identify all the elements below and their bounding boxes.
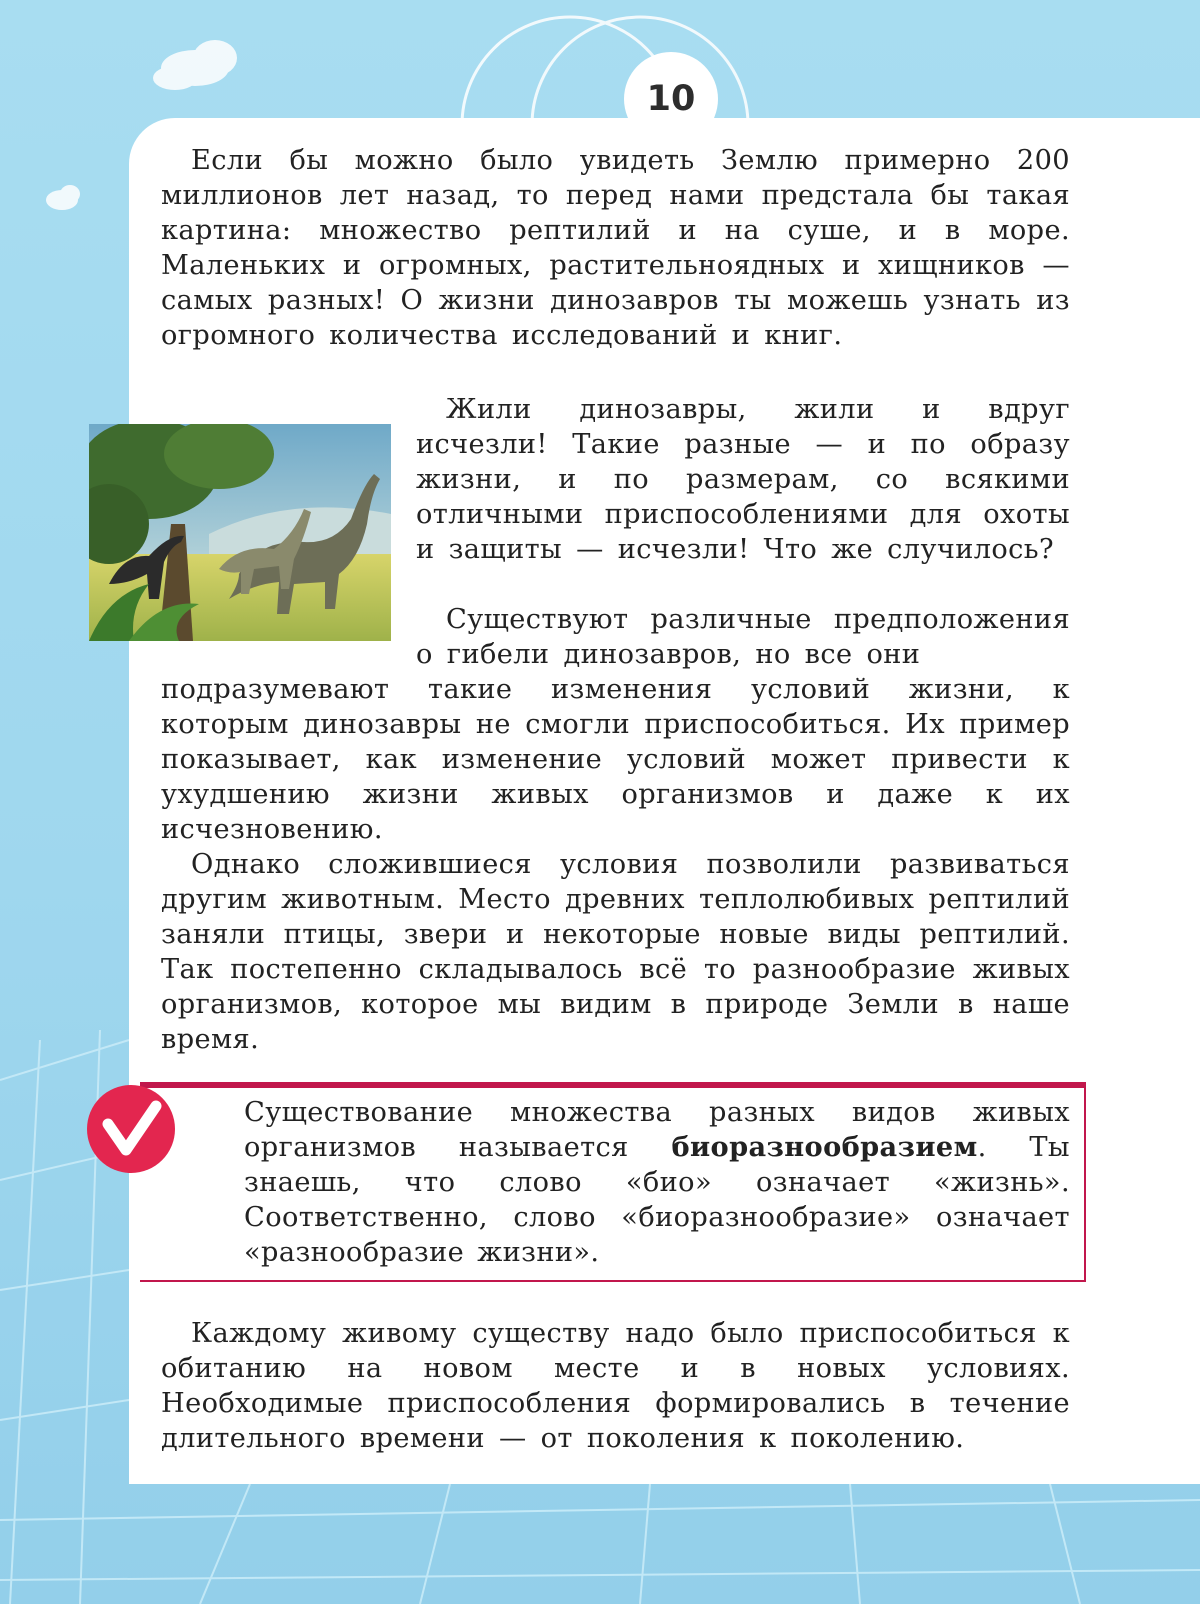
checkmark-icon xyxy=(86,1084,176,1174)
definition-text: Существование множества разных видов живых организмов называется биоразнообразием. Ты знаешь, что слово «био» означает «жизнь». Соответственно, слово «биоразнообразие» означает «разнообразие жизни». xyxy=(244,1097,1070,1268)
definition-term: биоразнообразием xyxy=(671,1131,978,1163)
paragraph-new-animals: Однако сложившиеся условия позволили развиваться другим животным. Место древних теплолюбивых рептилий заняли птицы, звери и некоторые новые виды рептилий. Так постепенно складывалось всё то разнообразие живых организмов, которое мы видим в природе Земли в наше время. xyxy=(161,849,1070,1055)
dinosaur-illustration xyxy=(89,424,391,641)
paragraph-hypotheses-start: Существуют различные предположения о гибели динозавров, но все они xyxy=(416,604,1070,670)
paragraph-adaptation: Каждому живому существу надо было приспособиться к обитанию на новом месте и в новых условиях. Необходимые приспособления формировались в течение длительного времени — от поколения к поколению. xyxy=(161,1318,1070,1454)
paragraph-intro: Если бы можно было увидеть Землю примерно 200 миллионов лет назад, то перед нами предстала бы такая картина: множество рептилий и на суше, и в море. Маленьких и огромных, растительноядных и хищников — самых разных! О жизни динозавров ты можешь узнать из огромного количества исследований и книг. xyxy=(161,145,1070,351)
paragraph-hypotheses: подразумевают такие изменения условий жизни, к которым динозавры не смогли приспособиться. Их пример показывает, как изменение условий может привести к ухудшению жизни живых организмов и даже к их исчезновению. xyxy=(161,674,1070,845)
paragraph-extinction: Жили динозавры, жили и вдруг исчезли! Такие разные — и по образу жизни, и по размерам, со всякими отличными приспособлениями для охоты и защиты — исчезли! Что же случилось? xyxy=(416,394,1070,565)
page-number: 10 xyxy=(624,52,718,146)
